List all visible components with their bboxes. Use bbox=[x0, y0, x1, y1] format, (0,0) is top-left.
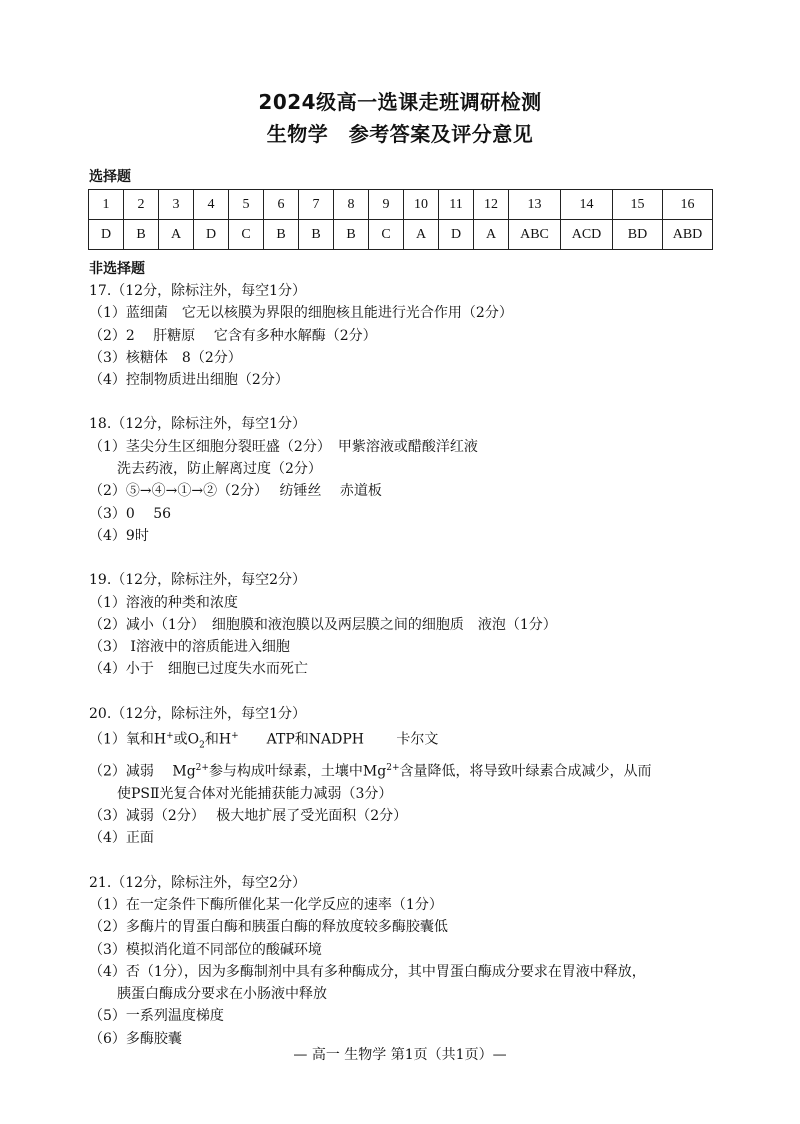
answer-cell: C bbox=[229, 220, 264, 250]
superscript: + bbox=[231, 731, 239, 742]
question-number: 15 bbox=[613, 190, 663, 220]
question-number: 16 bbox=[663, 190, 713, 220]
answer-line: （1）蓝细菌 它无以核膜为界限的细胞核且能进行光合作用（2分） bbox=[89, 305, 513, 322]
answer-line: （2）多酶片的胃蛋白酶和胰蛋白酶的释放度较多酶胶囊低 bbox=[89, 919, 448, 936]
question-number: 3 bbox=[159, 190, 194, 220]
answer-line-continued: 使PSⅡ光复合体对光能捕获能力减弱（3分） bbox=[117, 785, 393, 802]
answer-line: （4）否（1分），因为多酶制剂中具有多种酶成分，其中胃蛋白酶成分要求在胃液中释放， bbox=[89, 963, 646, 980]
question-number: 9 bbox=[369, 190, 404, 220]
answer-line: （3） I溶液中的溶质能进入细胞 bbox=[89, 639, 290, 656]
question-number: 12 bbox=[474, 190, 509, 220]
answer-cell: ABC bbox=[509, 220, 561, 250]
answer-line bbox=[89, 725, 719, 757]
superscript: + bbox=[166, 731, 174, 742]
question-head: 18.（12分，除标注外，每空1分） bbox=[89, 416, 306, 433]
answer-line: （2）⑤→④→①→②（2分） 纺锤丝 赤道板 bbox=[89, 483, 382, 500]
text-run: 含量降低，将导致叶绿素合成减少，从而 bbox=[399, 763, 652, 780]
text-run: （2）减弱 Mg bbox=[89, 763, 196, 780]
answer-cell: C bbox=[369, 220, 404, 250]
page-title: 2024级高一选课走班调研检测 bbox=[258, 90, 542, 114]
text-run: ATP和NADPH 卡尔文 bbox=[238, 731, 439, 748]
question-number: 13 bbox=[509, 190, 561, 220]
answer-line: （1）溶液的种类和浓度 bbox=[89, 594, 238, 611]
answer-line: （4）正面 bbox=[89, 830, 154, 847]
answer-cell: A bbox=[159, 220, 194, 250]
answer-cell: ACD bbox=[561, 220, 613, 250]
answer-cell: D bbox=[89, 220, 124, 250]
answer-line: （3）减弱（2分） 极大地扩展了受光面积（2分） bbox=[89, 808, 408, 825]
question-19 bbox=[89, 569, 719, 680]
text-run: 参与构成叶绿素，土壤中Mg bbox=[208, 763, 387, 780]
question-head: 20.（12分，除标注外，每空1分） bbox=[89, 705, 306, 722]
answer-table-answers-row bbox=[89, 220, 713, 250]
answer-cell: A bbox=[404, 220, 439, 250]
superscript: 2+ bbox=[195, 762, 209, 773]
question-number: 10 bbox=[404, 190, 439, 220]
question-head: 19.（12分，除标注外，每空2分） bbox=[89, 572, 306, 589]
answer-line: （3）0 56 bbox=[89, 505, 172, 522]
choice-section-label: 选择题 bbox=[89, 169, 131, 185]
question-number: 6 bbox=[264, 190, 299, 220]
question-number: 7 bbox=[299, 190, 334, 220]
answer-line: （5）一系列温度梯度 bbox=[89, 1008, 224, 1025]
question-number: 14 bbox=[561, 190, 613, 220]
answer-table-numbers-row bbox=[89, 190, 713, 220]
answer-line: （2）减小（1分） 细胞膜和液泡膜以及两层膜之间的细胞质 液泡（1分） bbox=[89, 616, 557, 633]
text-run: （1）氧和H bbox=[89, 731, 167, 748]
answers-body bbox=[89, 280, 719, 1072]
text-run: 或O bbox=[173, 731, 200, 748]
question-number: 5 bbox=[229, 190, 264, 220]
question-21 bbox=[89, 872, 719, 1050]
page-footer: — 高一 生物学 第1页（共1页）— bbox=[293, 1047, 507, 1063]
answer-cell: D bbox=[194, 220, 229, 250]
answer-cell: B bbox=[264, 220, 299, 250]
answer-cell: B bbox=[124, 220, 159, 250]
answer-line: （4）小于 细胞已过度失水而死亡 bbox=[89, 661, 308, 678]
question-number: 8 bbox=[334, 190, 369, 220]
question-number: 11 bbox=[439, 190, 474, 220]
answer-cell: B bbox=[334, 220, 369, 250]
text-run: 和H bbox=[204, 731, 232, 748]
question-17 bbox=[89, 280, 719, 391]
question-20 bbox=[89, 703, 719, 850]
answer-line-continued: 洗去药液，防止解离过度（2分） bbox=[117, 461, 322, 478]
answer-table bbox=[88, 189, 713, 250]
question-18 bbox=[89, 413, 719, 547]
answer-line: （4）控制物质进出细胞（2分） bbox=[89, 372, 289, 389]
answer-line: （3）模拟消化道不同部位的酸碱环境 bbox=[89, 941, 322, 958]
answer-cell: D bbox=[439, 220, 474, 250]
answer-line: （1）在一定条件下酶所催化某一化学反应的速率（1分） bbox=[89, 896, 443, 913]
answer-line bbox=[89, 757, 719, 783]
question-head: 21.（12分，除标注外，每空2分） bbox=[89, 874, 306, 891]
answer-line-continued: 胰蛋白酶成分要求在小肠液中释放 bbox=[117, 986, 327, 1003]
answer-cell: ABD bbox=[663, 220, 713, 250]
answer-line: （2）2 肝糖原 它含有多种水解酶（2分） bbox=[89, 327, 377, 344]
question-head: 17.（12分，除标注外，每空1分） bbox=[89, 283, 306, 299]
answer-line: （1）茎尖分生区细胞分裂旺盛（2分） 甲紫溶液或醋酸洋红液 bbox=[89, 438, 478, 455]
superscript: 2+ bbox=[386, 762, 400, 773]
answer-cell: B bbox=[299, 220, 334, 250]
question-number: 4 bbox=[194, 190, 229, 220]
answer-line: （4）9时 bbox=[89, 527, 149, 544]
answer-line: （3）核糖体 8（2分） bbox=[89, 349, 242, 366]
subscript: 2 bbox=[199, 740, 205, 751]
answer-line: （6）多酶胶囊 bbox=[89, 1030, 182, 1047]
nonchoice-section-label: 非选择题 bbox=[89, 261, 145, 277]
page-subtitle: 生物学 参考答案及评分意见 bbox=[266, 122, 534, 146]
answer-cell: A bbox=[474, 220, 509, 250]
question-number: 2 bbox=[124, 190, 159, 220]
question-number: 1 bbox=[89, 190, 124, 220]
answer-cell: BD bbox=[613, 220, 663, 250]
